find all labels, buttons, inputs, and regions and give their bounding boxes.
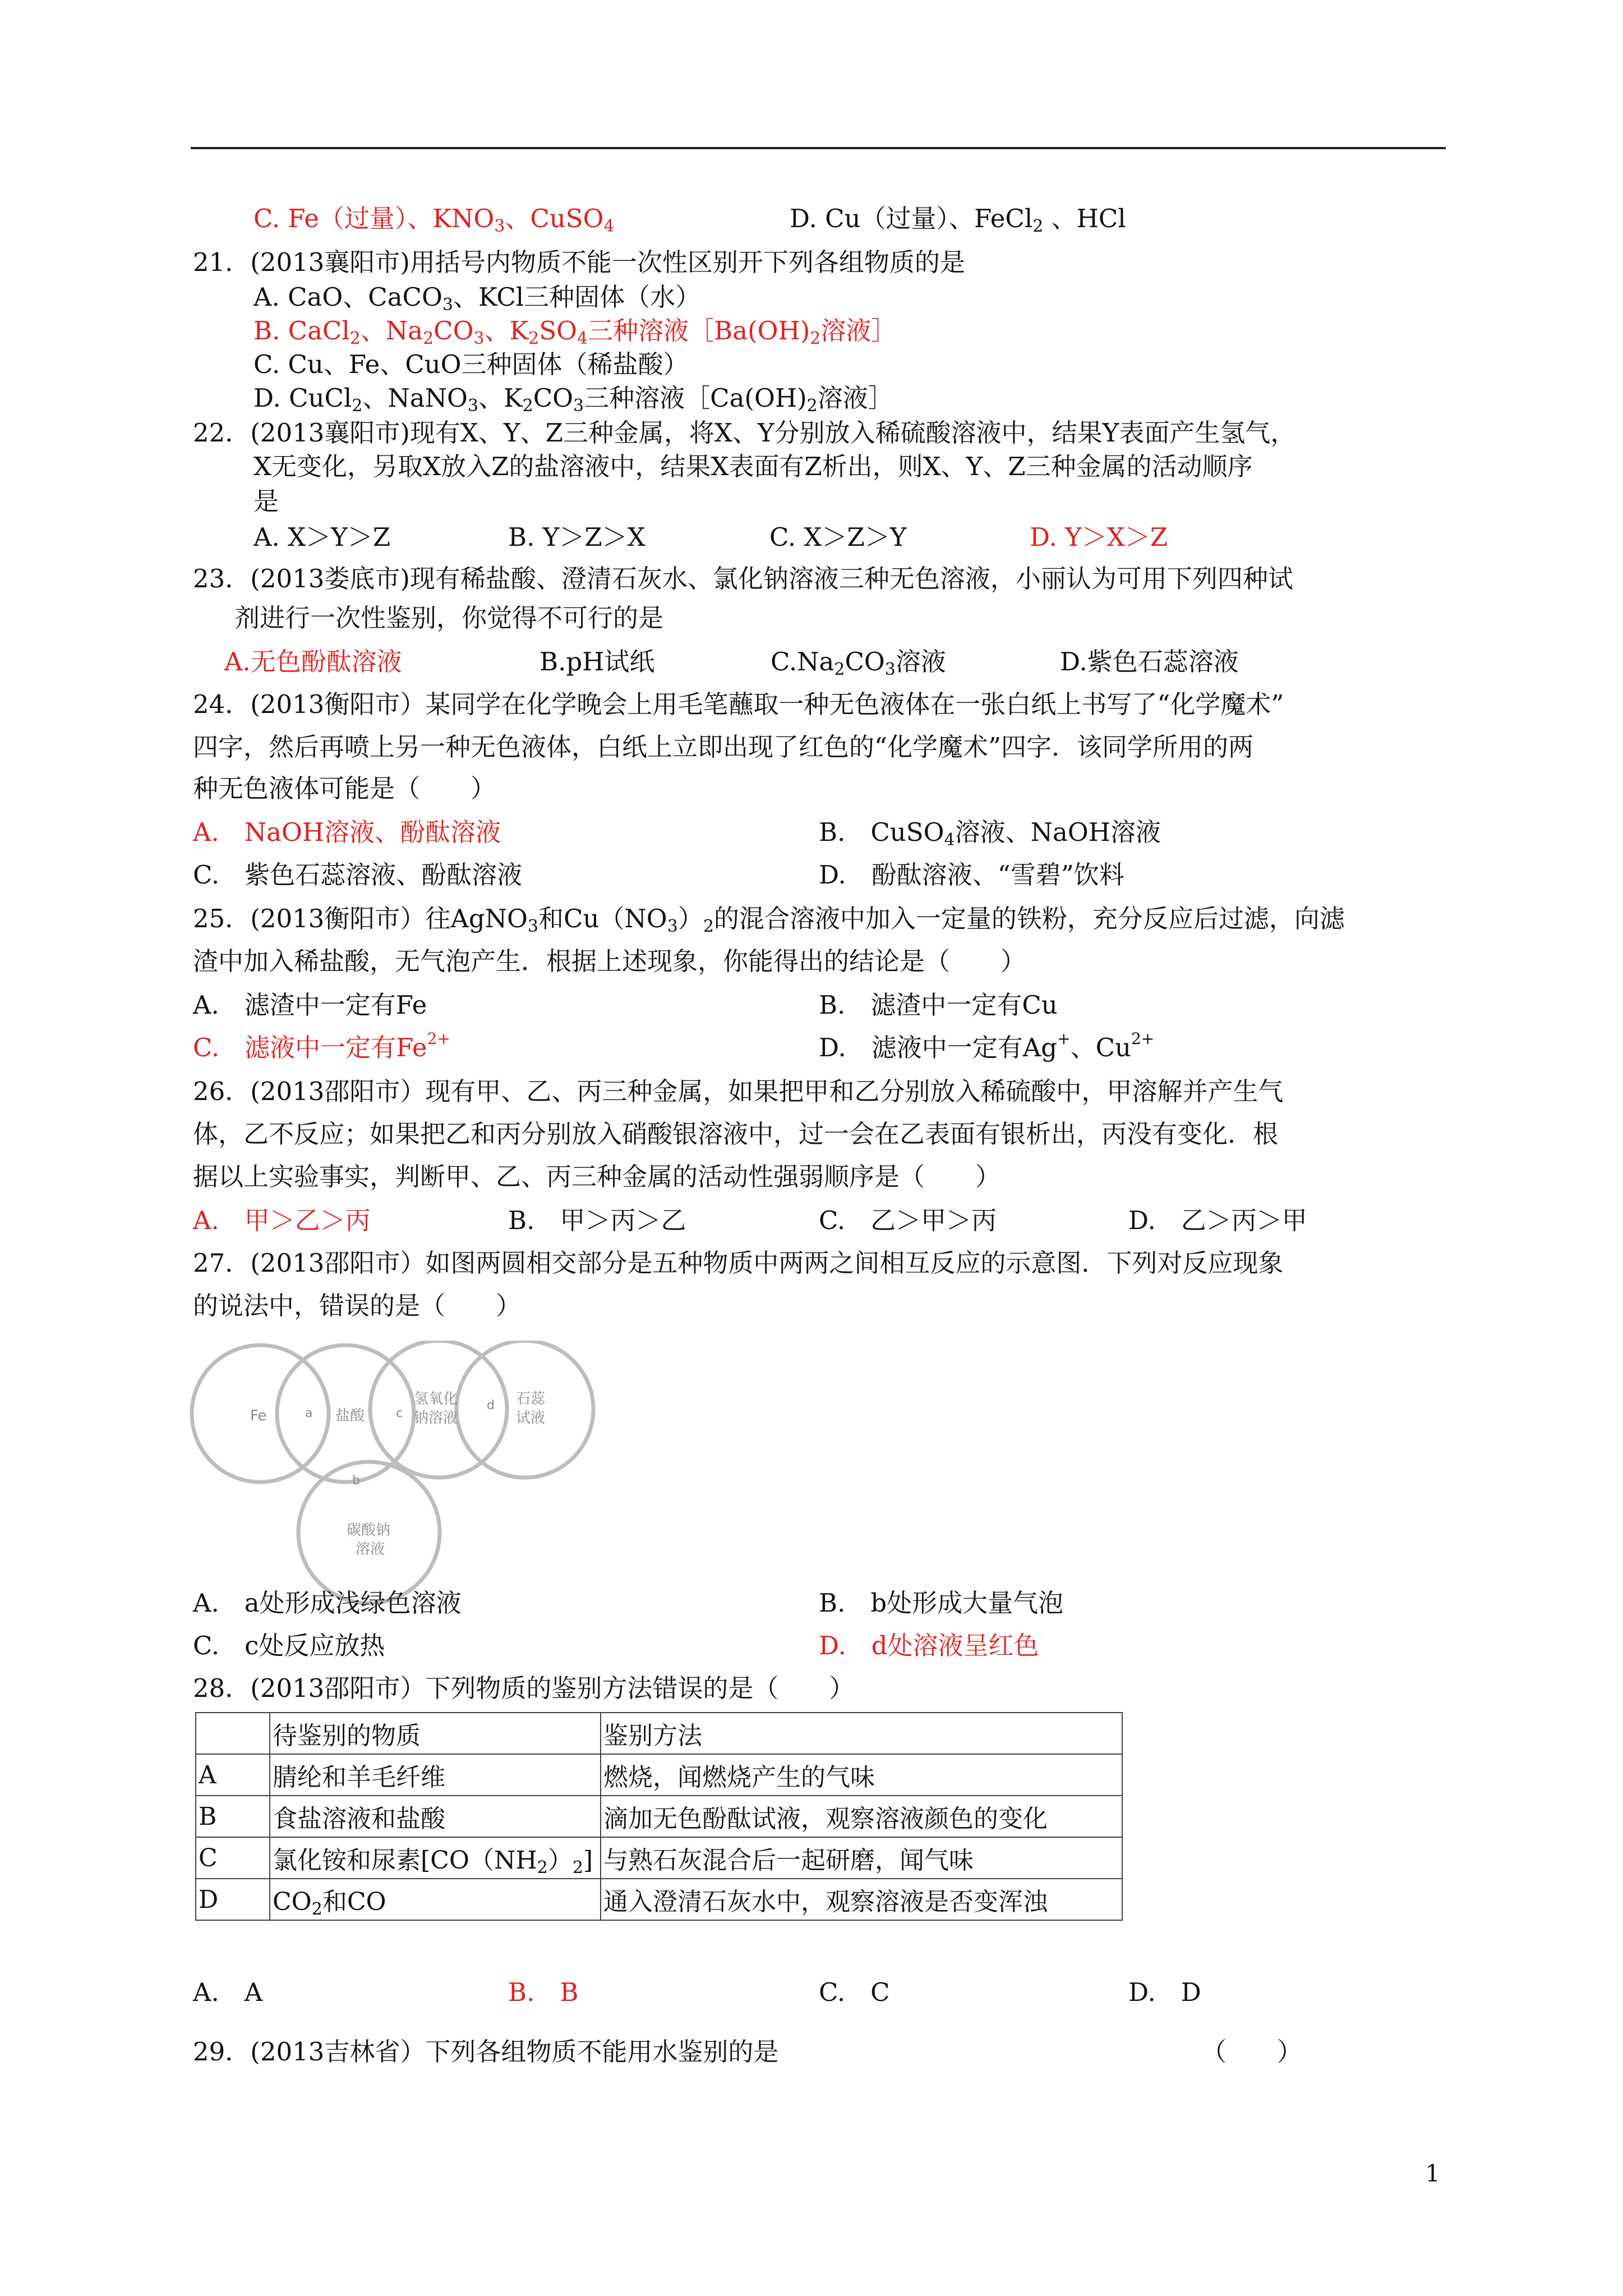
q23-option-d: D.紫色石蕊溶液 [1060, 647, 1239, 677]
q26-line3: 据以上实验事实，判断甲、乙、丙三种金属的活动性强弱顺序是（ ） [193, 1162, 1001, 1191]
q26-option-d: D. 乙＞丙＞甲 [1128, 1205, 1307, 1235]
q24-line1: 24．(2013衡阳市）某同学在化学晚会上用毛笔蘸取一种无色液体在一张白纸上书写了“化学魔术” [193, 689, 1284, 719]
table-cell: 食盐溶液和盐酸 [270, 1796, 601, 1837]
q24-option-a: A. NaOH溶液、酚酞溶液 [193, 817, 501, 847]
table-cell: C [196, 1837, 270, 1879]
q25-option-b: B. 滤渣中一定有Cu [819, 990, 1058, 1020]
q26-option-a: A. 甲＞乙＞丙 [193, 1205, 371, 1235]
q28-table [195, 1712, 1123, 1921]
q22-option-b: B. Y＞Z＞X [508, 522, 645, 552]
q22-line3: 是 [253, 486, 279, 516]
circle-litmus [457, 1341, 593, 1478]
q28-stem: 28．(2013邵阳市）下列物质的鉴别方法错误的是（ ） [193, 1673, 855, 1703]
q23-line1: 23．(2013娄底市)现有稀盐酸、澄清石灰水、氯化钠溶液三种无色溶液，小丽认为可用下列四种试 [193, 564, 1293, 593]
q22-line2: X无变化，另取X放入Z的盐溶液中，结果X表面有Z析出，则X、Y、Z三种金属的活动顺序 [253, 452, 1253, 481]
label-fe: Fe [250, 1407, 267, 1424]
reaction-circles-diagram [185, 1341, 611, 1610]
table-row [196, 1754, 1122, 1796]
label-litmus-2: 试液 [516, 1410, 546, 1427]
q23-option-c: $C.Na_2CO_3$溶液 [771, 647, 946, 679]
q24-option-d: D. 酚酞溶液、“雪碧”饮料 [819, 860, 1124, 890]
q26-option-b: B. 甲＞丙＞乙 [508, 1205, 686, 1235]
label-c: c [396, 1406, 403, 1420]
page-number: 1 [1425, 2160, 1440, 2187]
q27-option-a: A. a处形成浅绿色溶液 [193, 1588, 462, 1618]
q24-line3: 种无色液体可能是（ ） [193, 774, 496, 803]
table-cell: 腈纶和羊毛纤维 [270, 1754, 601, 1796]
q28-option-a: A. A [193, 1977, 263, 2007]
label-naoh-1: 氢氧化 [414, 1391, 458, 1407]
label-d: d [487, 1398, 495, 1412]
table-cell: 与熟石灰混合后一起研磨，闻气味 [601, 1837, 1122, 1879]
label-hcl: 盐酸 [335, 1407, 365, 1424]
q27-option-c: C. c处反应放热 [193, 1631, 385, 1660]
q28-option-b: B. B [508, 1977, 579, 2007]
q26-line1: 26．(2013邵阳市）现有甲、乙、丙三种金属，如果把甲和乙分别放入稀硫酸中，甲溶解并产生气 [193, 1076, 1284, 1106]
q26-option-c: C. 乙＞甲＞丙 [819, 1205, 997, 1235]
option-d: D. Cu（过量）、FeCl$_2$ 、HCl [790, 204, 1126, 236]
table-row [196, 1713, 1122, 1754]
q22-option-d: D. Y＞X＞Z [1030, 522, 1168, 552]
label-na2co3-2: 溶液 [356, 1541, 385, 1558]
q27-option-b: B. b处形成大量气泡 [819, 1588, 1064, 1618]
q25-option-d: D. 滤液中一定有Ag+、$Cu^{2+}$ [819, 1029, 1155, 1062]
q25-line2: 渣中加入稀盐酸，无气泡产生．根据上述现象，你能得出的结论是（ ） [193, 946, 1026, 976]
table-cell: A [196, 1754, 270, 1796]
q25-option-a: A. 滤渣中一定有Fe [193, 990, 427, 1020]
q22-option-a: A. X＞Y＞Z [253, 522, 391, 552]
q27-option-d: D. d处溶液呈红色 [819, 1631, 1039, 1660]
q26-line2: 体，乙不反应；如果把乙和丙分别放入硝酸银溶液中，过一会在乙表面有银析出，丙没有变化．根 [193, 1119, 1279, 1149]
table-row [196, 1879, 1122, 1920]
table-cell: 燃烧，闻燃烧产生的气味 [601, 1754, 1122, 1796]
header-cell: 待鉴别的物质 [270, 1713, 601, 1754]
q23-option-a: A.无色酚酞溶液 [224, 647, 402, 677]
q28-option-c: C. C [819, 1977, 890, 2007]
q21-option-c: C. Cu、Fe、CuO三种固体（稀盐酸） [253, 349, 689, 379]
label-naoh-2: 钠溶液 [414, 1410, 458, 1427]
q21-stem: 21．(2013襄阳市)用括号内物质不能一次性区别开下列各组物质的是 [193, 247, 965, 277]
table-cell: 通入澄清石灰水中，观察溶液是否变浑浊 [601, 1879, 1122, 1920]
table-row [196, 1837, 1122, 1879]
label-b: b [352, 1474, 360, 1488]
table-cell: D [196, 1879, 270, 1920]
q23-line2: 剂进行一次性鉴别，你觉得不可行的是 [234, 603, 664, 633]
q24-option-c: C. 紫色石蕊溶液、酚酞溶液 [193, 860, 523, 890]
q29-answer-paren: （ ） [1201, 2037, 1303, 2067]
label-na2co3-1: 碳酸钠 [347, 1522, 391, 1539]
header-cell: 鉴别方法 [601, 1713, 1122, 1754]
table-cell: 滴加无色酚酞试液，观察溶液颜色的变化 [601, 1796, 1122, 1837]
q21-option-d: D. CuCl$_2$、NaNO$_3$、$K_2CO_3$三种溶液$[Ca(OH)_2$溶液］ [253, 383, 893, 416]
q29-stem: 29．(2013吉林省）下列各组物质不能用水鉴别的是 [193, 2037, 779, 2067]
table-cell: 氯化铵和尿素$[CO(NH_2)_2]$ [270, 1837, 601, 1879]
q21-option-b: B. CaCl$_2$、$Na_2CO_3$、$K_2SO_4$三种溶液$[Ba(OH)_2$溶液］ [253, 316, 897, 348]
q25-option-c: C. 滤液中一定有$Fe^{2+}$ [193, 1029, 450, 1062]
q23-option-b: B.pH试纸 [540, 647, 655, 677]
option-c: C. Fe（过量）、$KNO_3$、CuSO$_4$ [253, 204, 615, 236]
q22-option-c: C. X＞Z＞Y [769, 522, 907, 552]
header-rule [191, 147, 1446, 149]
q22-line1: 22．(2013襄阳市)现有X、Y、Z三种金属，将X、Y分别放入稀硫酸溶液中，结果Y表面产生氢气， [193, 418, 1296, 448]
q27-line2: 的说法中，错误的是（ ） [193, 1291, 522, 1320]
label-litmus-1: 石蕊 [516, 1391, 546, 1407]
q27-line1: 27．(2013邵阳市）如图两圆相交部分是五种物质中两两之间相互反应的示意图．下列对反应现象 [193, 1248, 1284, 1278]
table-row [196, 1796, 1122, 1837]
table-cell: $CO_2$和CO [270, 1879, 601, 1920]
q24-option-b: B. CuSO$_4$溶液、NaOH溶液 [819, 817, 1161, 850]
table-cell: B [196, 1796, 270, 1837]
q24-line2: 四字，然后再喷上另一种无色液体，白纸上立即出现了红色的“化学魔术”四字．该同学所用的两 [193, 732, 1254, 762]
q28-option-d: D. D [1128, 1977, 1201, 2007]
label-a: a [305, 1406, 313, 1420]
q25-line1: 25．(2013衡阳市）往AgNO$_3$和$Cu(NO_3)_2$的混合溶液中加入一定量的铁粉，充分反应后过滤，向滤 [193, 904, 1345, 936]
q21-option-a: A. CaO、CaCO$_3$、KCl三种固体（水） [253, 282, 701, 315]
